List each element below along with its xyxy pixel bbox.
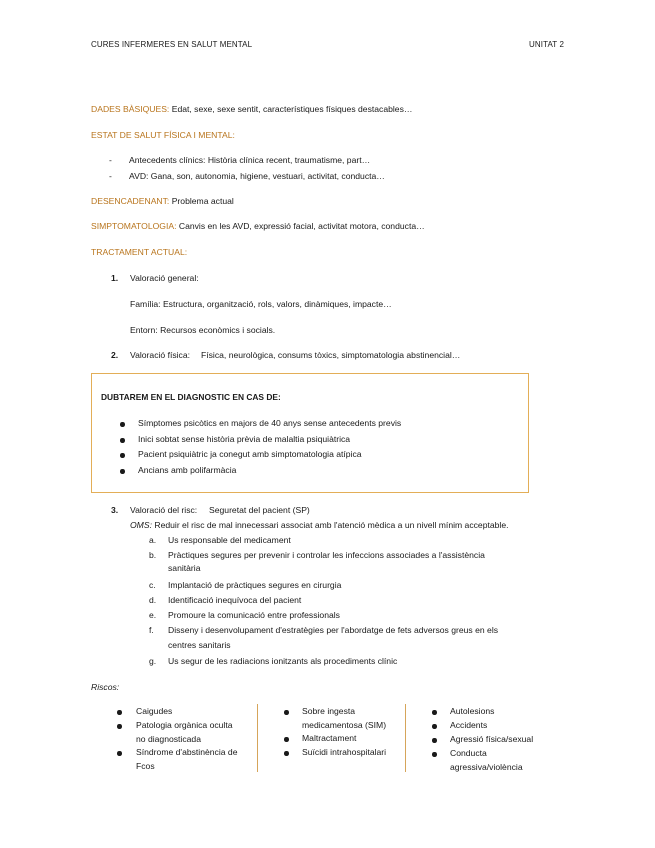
bullet-dot xyxy=(120,438,125,443)
bullet-dot xyxy=(120,453,125,458)
tractament-heading: TRACTAMENT ACTUAL: xyxy=(91,247,188,257)
valoracio-risc-title: Valoració del risc: xyxy=(130,505,198,515)
seguretat-item xyxy=(149,610,340,620)
oms-label: OMS: xyxy=(130,520,152,530)
callout-item-text: Inici sobtat sense història prèvia de malaltia psiquiàtrica xyxy=(138,434,351,444)
item-letter: b. xyxy=(149,550,157,560)
estat-salut-item xyxy=(109,171,385,181)
item-number: 1. xyxy=(111,273,119,283)
item-letter: g. xyxy=(149,656,157,666)
oms-text: Reduir el risc de mal innecessari associat amb l'atenció mèdica a un nivell mínim acceptable. xyxy=(154,520,509,530)
seguretat-item xyxy=(149,550,485,573)
risc-item-text: agressiva/violència xyxy=(450,761,523,772)
simptomatologia-label: SIMPTOMATOLOGIA: xyxy=(91,221,177,231)
desencadenant-label: DESENCADENANT: xyxy=(91,196,170,206)
risc-item-text: Fcos xyxy=(136,760,155,771)
seguretat-item xyxy=(149,535,291,545)
bullet-dot xyxy=(284,737,289,742)
risc-item-text: Caigudes xyxy=(136,706,173,716)
risc-item-text: Accidents xyxy=(450,720,488,730)
seguretat-item-text: Pràctiques segures per prevenir i controlar les infeccions associades a l'assistència xyxy=(168,550,485,560)
seguretat-item xyxy=(149,580,342,590)
seguretat-item-text: Promoure la comunicació entre professionals xyxy=(168,610,340,620)
desencadenant xyxy=(91,196,234,206)
risc-item xyxy=(302,732,356,746)
valoracio-general-title: Valoració general: xyxy=(130,273,199,283)
seguretat-item-text: sanitària xyxy=(168,563,201,573)
item-letter: e. xyxy=(149,610,157,620)
bullet-dot xyxy=(117,710,122,715)
oms-definition xyxy=(130,520,509,530)
risc-item-text: Sobre ingesta xyxy=(302,706,356,716)
estat-salut-item-text: Antecedents clínics: Història clínica recent, traumatisme, part… xyxy=(129,155,371,165)
item-letter: d. xyxy=(149,595,157,605)
seguretat-item-text: centres sanitaris xyxy=(168,640,231,650)
seguretat-item-text: Us responsable del medicament xyxy=(168,535,291,545)
seguretat-item-text: Identificació inequívoca del pacient xyxy=(168,595,302,605)
valoracio-general-familia: Família: Estructura, organització, rols, valors, dinàmiques, impacte… xyxy=(130,299,392,309)
risc-item xyxy=(302,705,386,732)
risc-item-text: Patologia orgànica oculta xyxy=(136,720,233,730)
bullet-dot xyxy=(432,752,437,757)
seguretat-item xyxy=(149,595,302,605)
bullet-dot xyxy=(117,724,122,729)
dash-marker: - xyxy=(109,171,112,181)
callout-title: DUBTAREM EN EL DIAGNOSTIC EN CAS DE: xyxy=(101,392,281,402)
valoracio-fisica xyxy=(111,350,461,360)
item-number: 2. xyxy=(111,350,119,360)
seguretat-item-text: Us segur de les radiacions ionitzants als procediments clínic xyxy=(168,656,398,666)
document-header-unit: UNITAT 2 xyxy=(529,40,565,49)
valoracio-risc xyxy=(111,505,310,515)
risc-item xyxy=(450,747,523,774)
estat-salut-heading: ESTAT DE SALUT FÍSICA I MENTAL: xyxy=(91,130,235,140)
item-letter: a. xyxy=(149,535,157,545)
bullet-dot xyxy=(284,710,289,715)
valoracio-general-entorn: Entorn: Recursos econòmics i socials. xyxy=(130,325,276,335)
dades-basiques xyxy=(91,104,412,114)
risc-item xyxy=(302,746,386,760)
simptomatologia xyxy=(91,221,425,231)
risc-item xyxy=(136,719,233,746)
risc-item-text: Autolesions xyxy=(450,706,495,716)
risc-item xyxy=(450,705,494,719)
estat-salut-item-text: AVD: Gana, son, autonomia, higiene, vestuari, activitat, conducta… xyxy=(129,171,385,181)
callout-item-text: Ancians amb polifarmàcia xyxy=(138,465,237,475)
seguretat-item xyxy=(149,625,499,650)
column-divider xyxy=(257,704,258,772)
item-number: 3. xyxy=(111,505,119,515)
risc-item-text: no diagnosticada xyxy=(136,733,201,744)
bullet-dot xyxy=(117,751,122,756)
bullet-dot xyxy=(120,469,125,474)
bullet-dot xyxy=(432,738,437,743)
risc-item xyxy=(450,719,487,733)
risc-item-text: Suïcidi intrahospitalari xyxy=(302,747,387,757)
bullet-dot xyxy=(284,751,289,756)
risc-item-text: Agressió física/sexual xyxy=(450,734,534,744)
simptomatologia-text: Canvis en les AVD, expressió facial, activitat motora, conducta… xyxy=(178,221,425,231)
risc-item-text: medicamentosa (SIM) xyxy=(302,719,387,730)
risc-item-text: Maltractament xyxy=(302,733,357,743)
valoracio-risc-subtitle: Seguretat del pacient (SP) xyxy=(209,505,310,515)
bullet-dot xyxy=(432,724,437,729)
risc-item xyxy=(450,733,533,747)
bullet-dot xyxy=(432,710,437,715)
valoracio-fisica-text: Física, neurològica, consums tòxics, simptomatologia abstinencial… xyxy=(201,350,461,360)
risc-item xyxy=(136,746,238,773)
item-letter: f. xyxy=(149,625,154,635)
callout-item-text: Pacient psiquiàtric ja conegut amb simptomatologia atípica xyxy=(138,449,362,459)
dades-basiques-label: DADES BÀSIQUES: xyxy=(91,104,170,114)
column-divider xyxy=(405,704,406,772)
document-header-title: CURES INFERMERES EN SALUT MENTAL xyxy=(91,40,253,49)
callout-item-text: Símptomes psicòtics en majors de 40 anys sense antecedents previs xyxy=(138,418,402,428)
seguretat-item-text: Implantació de pràctiques segures en cirurgia xyxy=(168,580,342,590)
diagnostic-doubt-callout xyxy=(91,373,529,493)
valoracio-fisica-title: Valoració física: xyxy=(130,350,191,360)
seguretat-item xyxy=(149,656,398,666)
desencadenant-text: Problema actual xyxy=(171,196,234,206)
bullet-dot xyxy=(120,422,125,427)
risc-item xyxy=(136,705,172,719)
seguretat-item-text: Disseny i desenvolupament d'estratègies per l'abordatge de fets adversos greus en els xyxy=(168,625,499,635)
dash-marker: - xyxy=(109,155,112,165)
dades-basiques-text: Edat, sexe, sexe sentit, característiques físiques destacables… xyxy=(171,104,413,114)
riscos-label: Riscos: xyxy=(91,682,120,692)
estat-salut-item xyxy=(109,155,371,165)
item-letter: c. xyxy=(149,580,156,590)
risc-item-text: Síndrome d'abstinència de xyxy=(136,747,238,757)
risc-item-text: Conducta xyxy=(450,748,487,758)
valoracio-general xyxy=(111,273,199,283)
